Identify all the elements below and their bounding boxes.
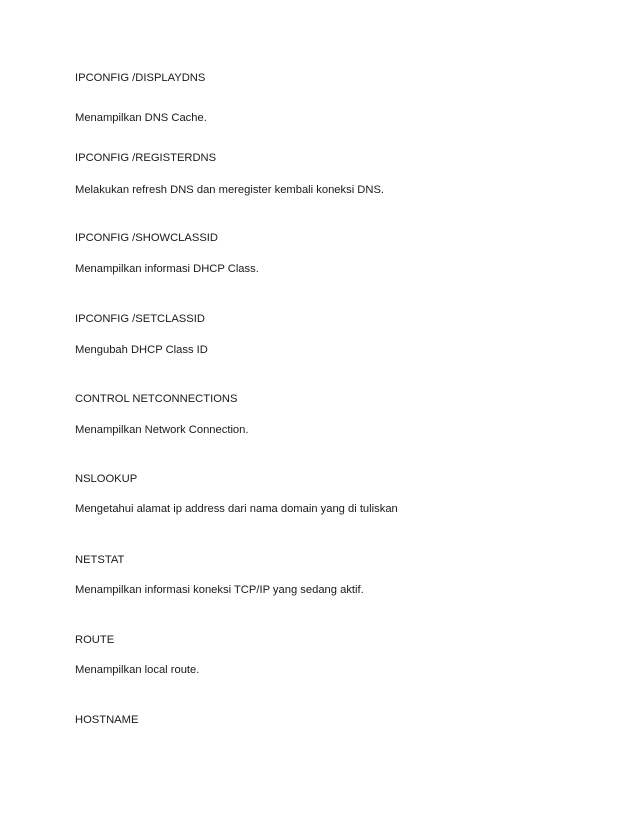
description-ipconfig-registerdns: Melakukan refresh DNS dan meregister kembali koneksi DNS. bbox=[75, 184, 385, 196]
description-netstat: Menampilkan informasi koneksi TCP/IP yang sedang aktif. bbox=[75, 584, 364, 596]
command-nslookup: NSLOOKUP bbox=[75, 473, 138, 485]
description-ipconfig-displaydns: Menampilkan DNS Cache. bbox=[75, 112, 207, 124]
command-ipconfig-showclassid: IPCONFIG /SHOWCLASSID bbox=[75, 232, 218, 244]
command-ipconfig-registerdns: IPCONFIG /REGISTERDNS bbox=[75, 152, 217, 164]
description-route: Menampilkan local route. bbox=[75, 664, 200, 676]
command-route: ROUTE bbox=[75, 634, 115, 646]
description-ipconfig-setclassid: Mengubah DHCP Class ID bbox=[75, 344, 208, 356]
description-control-netconnections: Menampilkan Network Connection. bbox=[75, 424, 249, 436]
description-nslookup: Mengetahui alamat ip address dari nama domain yang di tuliskan bbox=[75, 503, 398, 515]
command-hostname: HOSTNAME bbox=[75, 714, 139, 726]
command-ipconfig-setclassid: IPCONFIG /SETCLASSID bbox=[75, 313, 205, 325]
command-control-netconnections: CONTROL NETCONNECTIONS bbox=[75, 393, 238, 405]
command-ipconfig-displaydns: IPCONFIG /DISPLAYDNS bbox=[75, 72, 206, 84]
command-netstat: NETSTAT bbox=[75, 554, 125, 566]
description-ipconfig-showclassid: Menampilkan informasi DHCP Class. bbox=[75, 263, 259, 275]
